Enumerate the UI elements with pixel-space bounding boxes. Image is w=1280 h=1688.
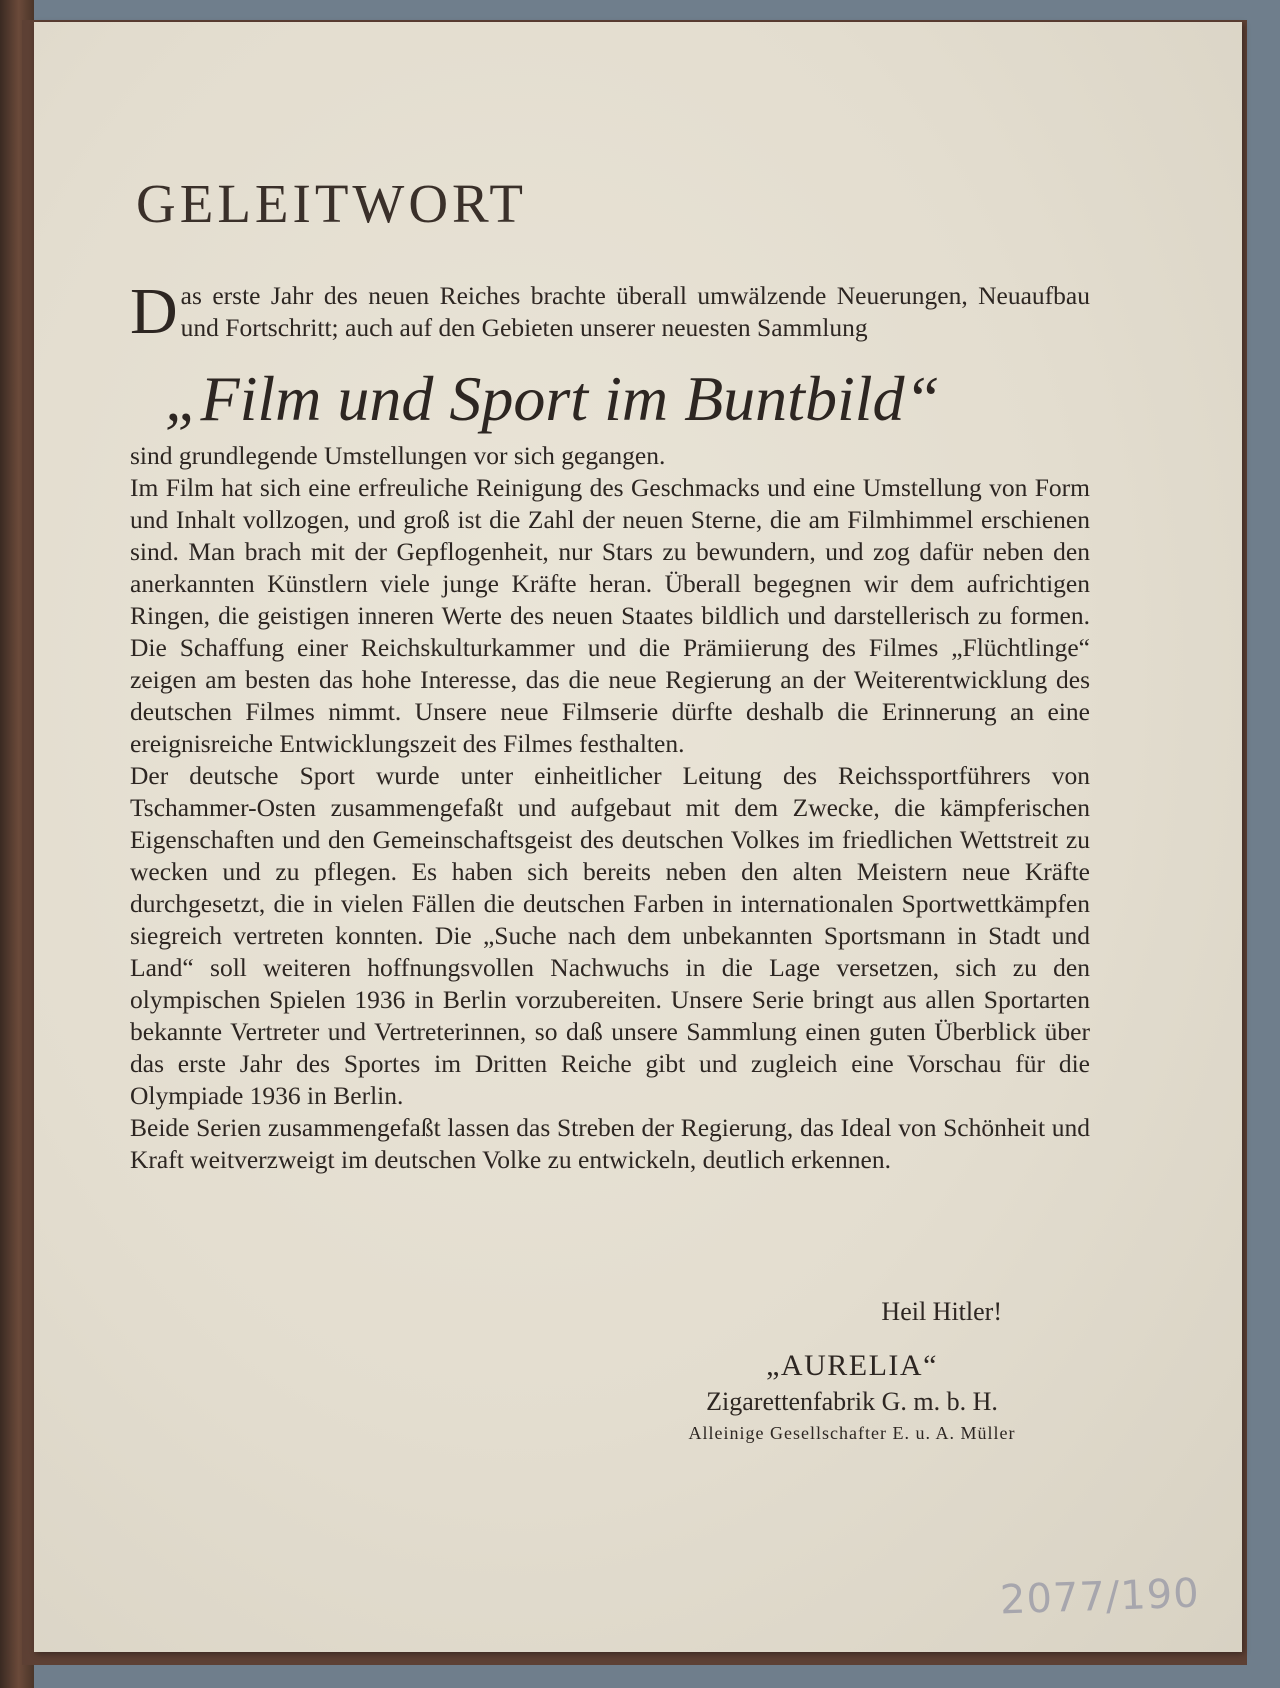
intro-paragraph (130, 275, 1090, 348)
closing-greeting: Heil Hitler! (881, 1297, 1002, 1326)
paragraph-sport: Der deutsche Sport wurde unter einheitlicher Leitung des Reichssportführers von Tschammer-Osten zusammengefaßt und aufgebaut mit dem Zwecke, die kämpferischen Eigenschaften und den Gemeinschaftsgeist des deutschen Volkes im friedlichen Wettstreit zu wecken und zu pflegen. Es haben sich bereits neben den alten Meistern neue Kräfte durchgesetzt, die in vielen Fällen die deutschen Farben in internationalen Sportwettkämpfen siegreich vertreten konnten. Die „Suche nach dem unbekannten Sportsmann in Stadt und Land“ soll weiteren hoffnungsvollen Nachwuchs in die Lage versetzen, sich zu den olympischen Spielen 1936 in Berlin vorzubereiten. Unsere Serie bringt aus allen Sportarten bekannte Vertreter und Vertreterinnen, so daß unsere Sammlung einen guten Überblick über das erste Jahr des Sportes im Dritten Reiche gibt und zugleich eine Vorschau für die Olympiade 1936 in Berlin. (130, 761, 1090, 1110)
document-page (34, 22, 1242, 1652)
company-owners: Alleinige Gesellschafter E. u. A. Müller (688, 1423, 1016, 1443)
catalog-number: 2077/190 (999, 1570, 1201, 1624)
signature-block (662, 1297, 1042, 1444)
company-type: Zigarettenfabrik G. m. b. H. (706, 1387, 998, 1416)
paragraph-film: Im Film hat sich eine erfreuliche Reinigung des Geschmacks und eine Umstellung von Form und Inhalt vollzogen, und groß ist die Zahl der neuen Sterne, die am Filmhimmel erschienen sind. Man brach mit der Gepflogenheit, nur Stars zu bewundern, und zog dafür neben den anerkannten Künstlern viele junge Kräfte heran. Überall begegnen wir dem aufrichtigen Ringen, die geistigen inneren Werte des neuen Staates bildlich und darstellerisch zu formen. Die Schaffung einer Reichskulturkammer und die Prämiierung des Filmes „Flüchtlinge“ zeigen am besten das hohe Interesse, das die neue Regierung an der Weiterentwicklung des deutschen Filmes nimmt. Unsere neue Filmserie dürfte deshalb die Erinnerung an eine ereignisreiche Entwicklungszeit des Filmes festhalten. (130, 473, 1090, 758)
company-name: „AURELIA“ (766, 1349, 938, 1382)
series-title: „Film und Sport im Buntbild“ (164, 363, 941, 434)
drop-cap: D (130, 275, 178, 348)
body-text (130, 275, 1090, 1176)
paragraph-conclusion: Beide Serien zusammengefaßt lassen das Streben der Regierung, das Ideal von Schönheit und Kraft weitverzweigt im deutschen Volke zu entwickeln, deutlich erkennen. (130, 1113, 1090, 1174)
intro-text: as erste Jahr des neuen Reiches brachte überall umwälzende Neuerungen, Neuaufbau und Fortschritt; auch auf den Gebieten unserer neuesten Sammlung (180, 281, 1090, 342)
page-title: GELEITWORT (136, 173, 528, 234)
paragraph-continuation: sind grundlegende Umstellungen vor sich gegangen. (130, 441, 666, 470)
